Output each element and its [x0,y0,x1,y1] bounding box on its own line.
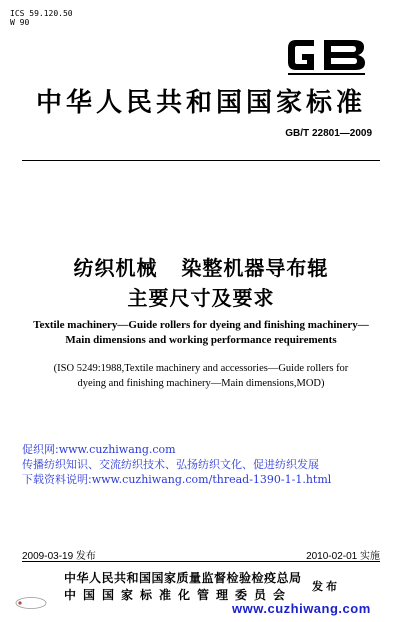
header-divider [22,160,380,161]
promo-line1 [22,442,176,457]
iso-reference-line2: dyeing and finishing machinery—Main dimensions,MOD) [77,378,325,389]
promo-site-label: 促织网: [22,443,59,456]
ics-code: ICS 59.120.50 [10,9,73,18]
title-en-line1: Textile machinery—Guide rollers for dyeing and finishing machinery— [33,319,369,331]
issued-label: 发布 [312,580,340,593]
title-zh-line1: 纺织机械 染整机器导布辊 [73,256,329,280]
publish-date: 2009-03-19 发布 [22,551,96,562]
gb-logo [284,34,370,76]
promo-line3 [22,472,331,487]
promo-download-link[interactable]: www.cuzhiwang.com/thread-1390-1-1.html [91,473,332,486]
iso-reference-line1: (ISO 5249:1988,Textile machinery and accessories—Guide rollers for [53,363,349,374]
promo-site-link[interactable]: www.cuzhiwang.com [58,443,176,456]
stamp-mark [14,596,48,610]
title-en-line2: Main dimensions and working performance requirements [65,334,337,346]
implement-date: 2010-02-01 实施 [306,551,380,562]
title-zh-line2: 主要尺寸及要求 [127,286,275,310]
footer-divider [22,561,380,562]
standard-number: GB/T 22801—2009 [285,128,372,139]
site-url-watermark[interactable]: www.cuzhiwang.com [232,601,371,616]
ccs-code: W 90 [10,18,30,27]
promo-download-label: 下载资料说明: [22,473,92,486]
classification-codes [10,9,73,27]
promo-slogan: 传播纺织知识、交流纺织技术、弘扬纺织文化、促进纺织发展 [22,458,319,471]
standard-organization: 中华人民共和国国家标准 [35,88,366,118]
issuer-sac: 中国国家标准化管理委员会 [64,588,293,602]
issuer-aqsiq: 中华人民共和国国家质量监督检验检疫总局 [64,571,302,585]
